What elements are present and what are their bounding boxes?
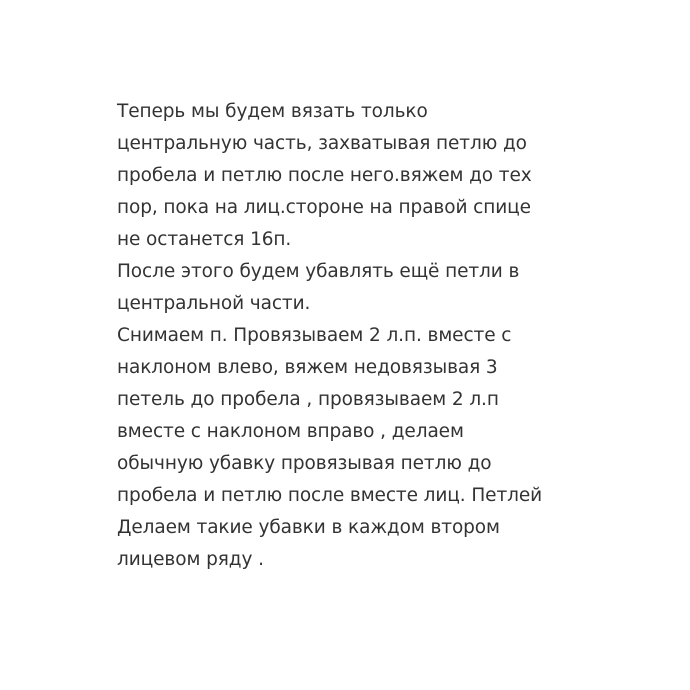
text-line: не останется 16п. — [117, 229, 292, 250]
instruction-text-block — [117, 96, 597, 576]
text-line: обычную убавку провязывая петлю до — [117, 453, 492, 474]
text-line: Снимаем п. Провязываем 2 л.п. вместе с — [117, 325, 512, 346]
text-line: центральной части. — [117, 293, 311, 314]
text-line: Делаем такие убавки в каждом втором — [117, 517, 500, 538]
text-line: пробела и петлю после вместе лиц. Петлей — [117, 485, 543, 506]
text-line: вместе с наклоном вправо , делаем — [117, 421, 464, 442]
text-line: наклоном влево, вяжем недовязывая 3 — [117, 357, 498, 378]
text-line: лицевом ряду . — [117, 549, 264, 570]
text-line: центральную часть, захватывая петлю до — [117, 133, 527, 154]
text-line: пробела и петлю после него.вяжем до тех — [117, 165, 532, 186]
text-line: петель до пробела , провязываем 2 л.п — [117, 389, 499, 410]
text-line: пор, пока на лиц.стороне на правой спице — [117, 197, 531, 218]
text-line: После этого будем убавлять ещё петли в — [117, 261, 520, 282]
text-line: Теперь мы будем вязать только — [117, 101, 428, 122]
